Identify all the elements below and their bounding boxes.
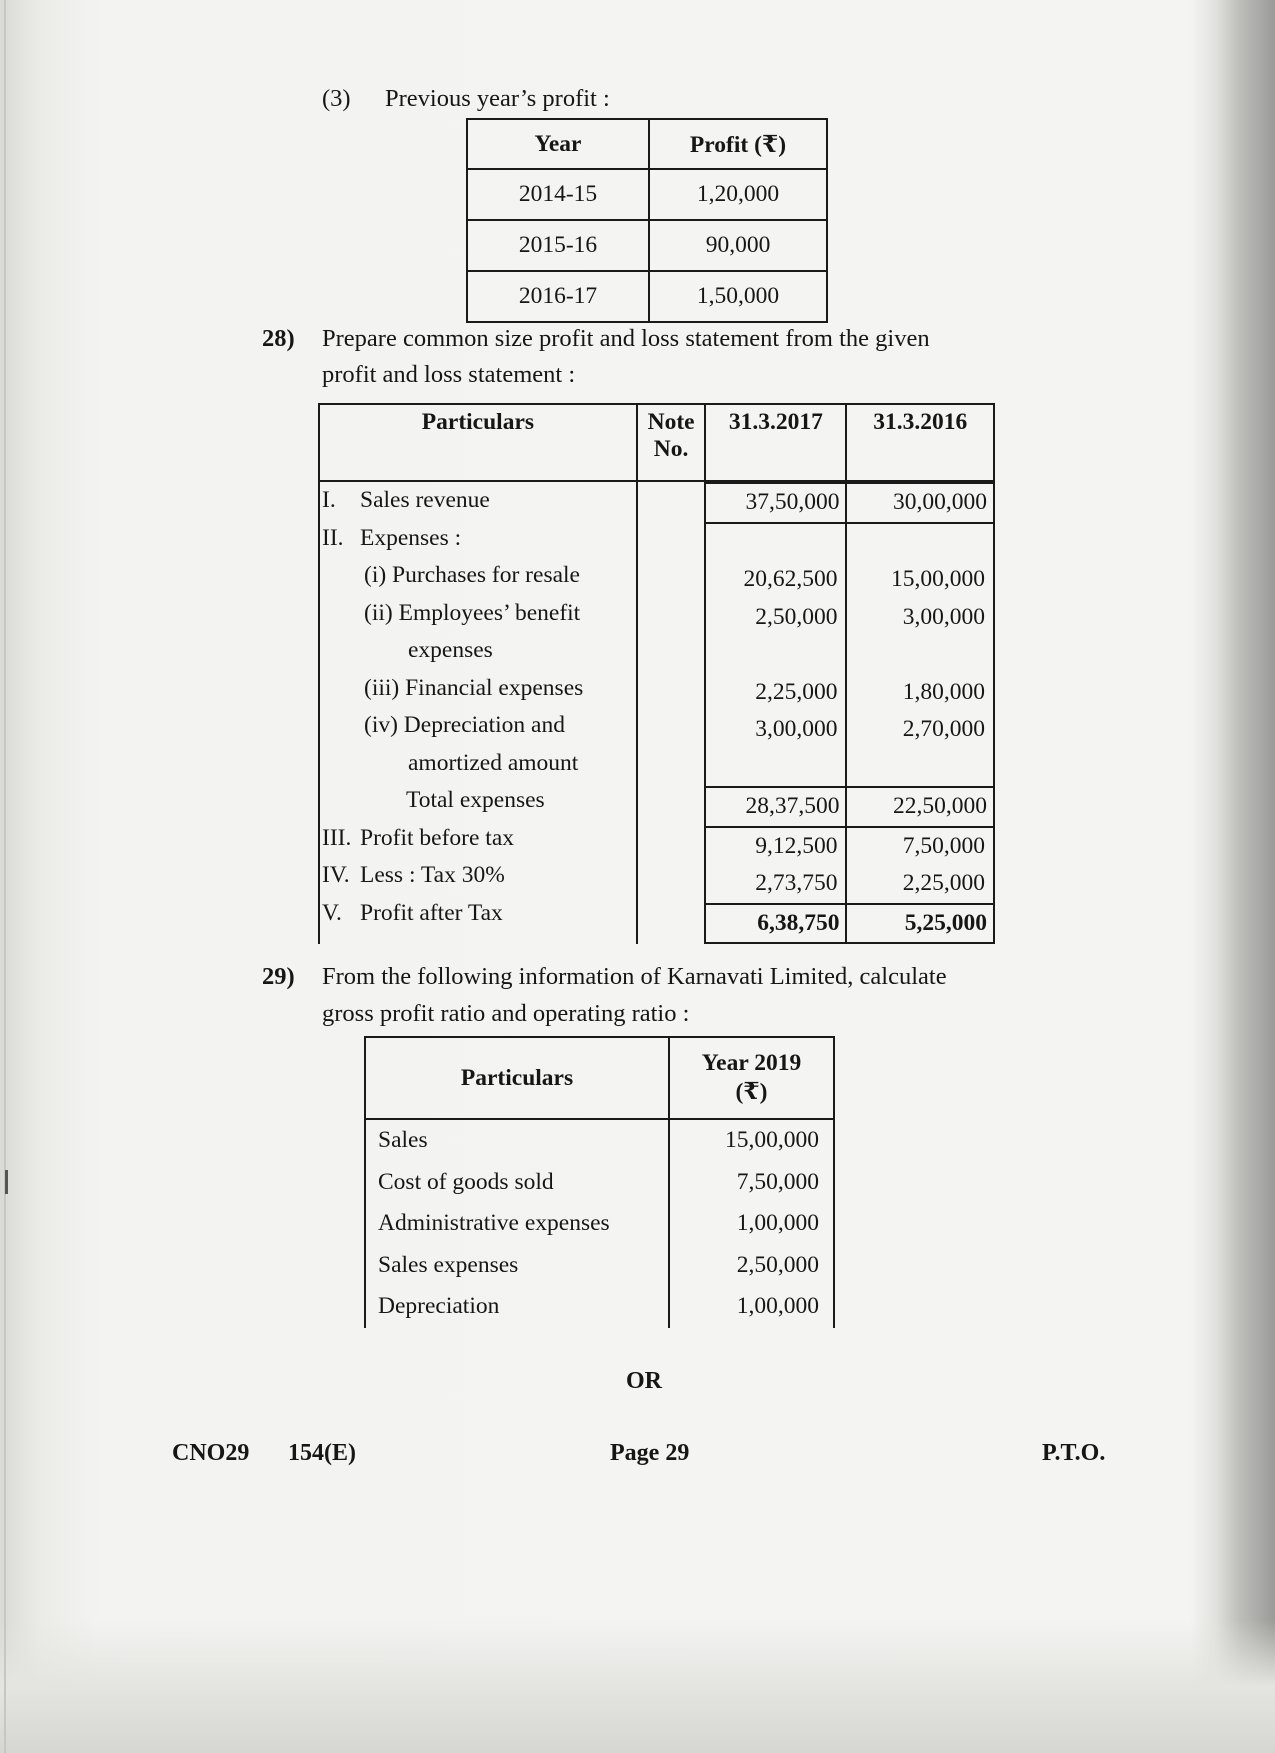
purchases-2017: 20,62,500 xyxy=(743,566,838,592)
question-29-text-line2: gross profit ratio and operating ratio : xyxy=(322,1000,690,1027)
spacer xyxy=(706,524,845,562)
total-expenses-2016: 22,50,000 xyxy=(845,786,995,828)
question-29-text-line1: From the following information of Karnavati Limited, calculate xyxy=(322,963,947,990)
header-year-line2: (₹) xyxy=(735,1079,768,1105)
footer-pto: P.T.O. xyxy=(1042,1440,1106,1466)
cell-year: 2014-15 xyxy=(467,169,649,220)
question-number-29: 29) xyxy=(262,963,295,990)
row-number: V. xyxy=(322,899,342,926)
table-row xyxy=(467,220,827,271)
list-item-label: Depreciation xyxy=(378,1293,500,1319)
depreciation-2016: 2,70,000 xyxy=(902,716,985,742)
pbt-2017: 9,12,500 xyxy=(755,832,838,859)
sales-2017: 37,50,000 xyxy=(704,482,847,524)
cell-year: 2015-16 xyxy=(467,220,649,271)
depreciation-2017: 3,00,000 xyxy=(755,716,838,742)
employee-2016: 3,00,000 xyxy=(902,603,985,630)
row-tax-label xyxy=(320,857,636,895)
row-employee-label-1: (ii) Employees’ benefit xyxy=(364,599,581,626)
list-item-value: 15,00,000 xyxy=(725,1127,819,1153)
list-item-label: Administrative expenses xyxy=(378,1210,610,1236)
list-item-value: 7,50,000 xyxy=(736,1168,819,1195)
cell-profit: 1,20,000 xyxy=(649,169,827,220)
header-particulars: Particulars xyxy=(365,1037,669,1119)
row-text: Sales revenue xyxy=(360,487,490,513)
list-item-label: Sales xyxy=(378,1127,428,1153)
sub-question-number: (3) xyxy=(322,85,351,112)
list-item-label: Sales expenses xyxy=(378,1251,519,1278)
question-number-28: 28) xyxy=(262,325,295,352)
header-particulars: Particulars xyxy=(319,404,637,481)
footer-paper-id: 154(E) xyxy=(288,1440,356,1466)
row-total-expenses-label: Total expenses xyxy=(406,787,545,813)
spacer xyxy=(847,524,993,562)
header-2016: 31.3.2016 xyxy=(846,404,994,481)
profit-loss-statement-table xyxy=(318,403,995,944)
cell-profit: 1,50,000 xyxy=(649,271,827,322)
footer-page-number: Page 29 xyxy=(610,1440,690,1466)
pat-2017: 6,38,750 xyxy=(704,903,847,945)
row-text: Expenses : xyxy=(360,524,462,551)
previous-profit-table xyxy=(466,118,828,323)
row-pbt-label xyxy=(320,820,636,858)
row-sales-label xyxy=(320,482,636,520)
header-profit: Profit (₹) xyxy=(649,119,827,169)
row-pat-label xyxy=(320,895,636,933)
binding-edge xyxy=(4,0,6,1753)
table-header-row xyxy=(365,1037,834,1119)
row-depreciation-label-1: (iv) Depreciation and xyxy=(364,712,565,738)
row-text: Profit after Tax xyxy=(360,899,503,926)
statement-body xyxy=(319,481,994,944)
header-year: Year xyxy=(467,119,649,169)
row-number: IV. xyxy=(322,862,350,888)
list-item-value: 1,00,000 xyxy=(736,1293,819,1319)
spacer xyxy=(847,749,993,787)
row-number: II. xyxy=(322,524,344,551)
table-header-row xyxy=(319,404,994,481)
particulars-column xyxy=(319,481,637,944)
amount-2017-column xyxy=(705,481,846,944)
header-year-2019 xyxy=(669,1037,834,1119)
header-year-line1: Year 2019 xyxy=(701,1050,802,1076)
total-expenses-2017: 28,37,500 xyxy=(704,786,847,828)
footer-code: CNO29 xyxy=(172,1440,250,1466)
amount-2016-column xyxy=(846,481,994,944)
financial-2016: 1,80,000 xyxy=(902,678,985,705)
sales-2016: 30,00,000 xyxy=(845,482,995,524)
list-item-value: 1,00,000 xyxy=(736,1210,819,1236)
cell-year: 2016-17 xyxy=(467,271,649,322)
row-employee-label-2: expenses xyxy=(408,637,493,663)
tax-2017: 2,73,750 xyxy=(755,870,838,896)
header-note-no xyxy=(637,404,706,481)
question-28-text-line2: profit and loss statement : xyxy=(322,361,576,388)
tax-2016: 2,25,000 xyxy=(902,870,985,896)
particulars-column xyxy=(365,1119,669,1328)
amount-column xyxy=(669,1119,834,1328)
row-expenses-label xyxy=(320,520,636,558)
row-text: Profit before tax xyxy=(360,824,515,851)
header-note-line1: Note xyxy=(647,409,695,435)
table-row xyxy=(467,169,827,220)
binding-mark xyxy=(5,1170,8,1194)
spacer xyxy=(706,749,845,787)
sub-question-text: Previous year’s profit : xyxy=(385,85,610,112)
financial-2017: 2,25,000 xyxy=(755,678,838,705)
row-purchases-label: (i) Purchases for resale xyxy=(364,562,580,588)
purchases-2016: 15,00,000 xyxy=(891,566,985,592)
pat-2016: 5,25,000 xyxy=(845,903,995,945)
list-item-label: Cost of goods sold xyxy=(378,1168,554,1195)
table-header-row xyxy=(467,119,827,169)
table-row xyxy=(467,271,827,322)
or-separator: OR xyxy=(626,1368,662,1394)
page-bottom-shadow xyxy=(0,1620,1275,1753)
list-item-value: 2,50,000 xyxy=(736,1251,819,1278)
pbt-2016: 7,50,000 xyxy=(902,832,985,859)
question-28-text-line1: Prepare common size profit and loss statement from the given xyxy=(322,325,930,352)
row-number: I. xyxy=(322,487,336,513)
spacer xyxy=(706,636,845,674)
header-note-line2: No. xyxy=(653,436,689,462)
header-2017: 31.3.2017 xyxy=(705,404,846,481)
row-text: Less : Tax 30% xyxy=(360,862,505,888)
note-column xyxy=(637,481,706,944)
row-depreciation-label-2: amortized amount xyxy=(408,749,579,776)
info-body xyxy=(365,1119,834,1328)
spacer xyxy=(847,636,993,674)
row-financial-label: (iii) Financial expenses xyxy=(364,674,584,701)
row-number: III. xyxy=(322,824,352,851)
employee-2017: 2,50,000 xyxy=(755,603,838,630)
karnavati-info-table xyxy=(364,1036,835,1328)
cell-profit: 90,000 xyxy=(649,220,827,271)
